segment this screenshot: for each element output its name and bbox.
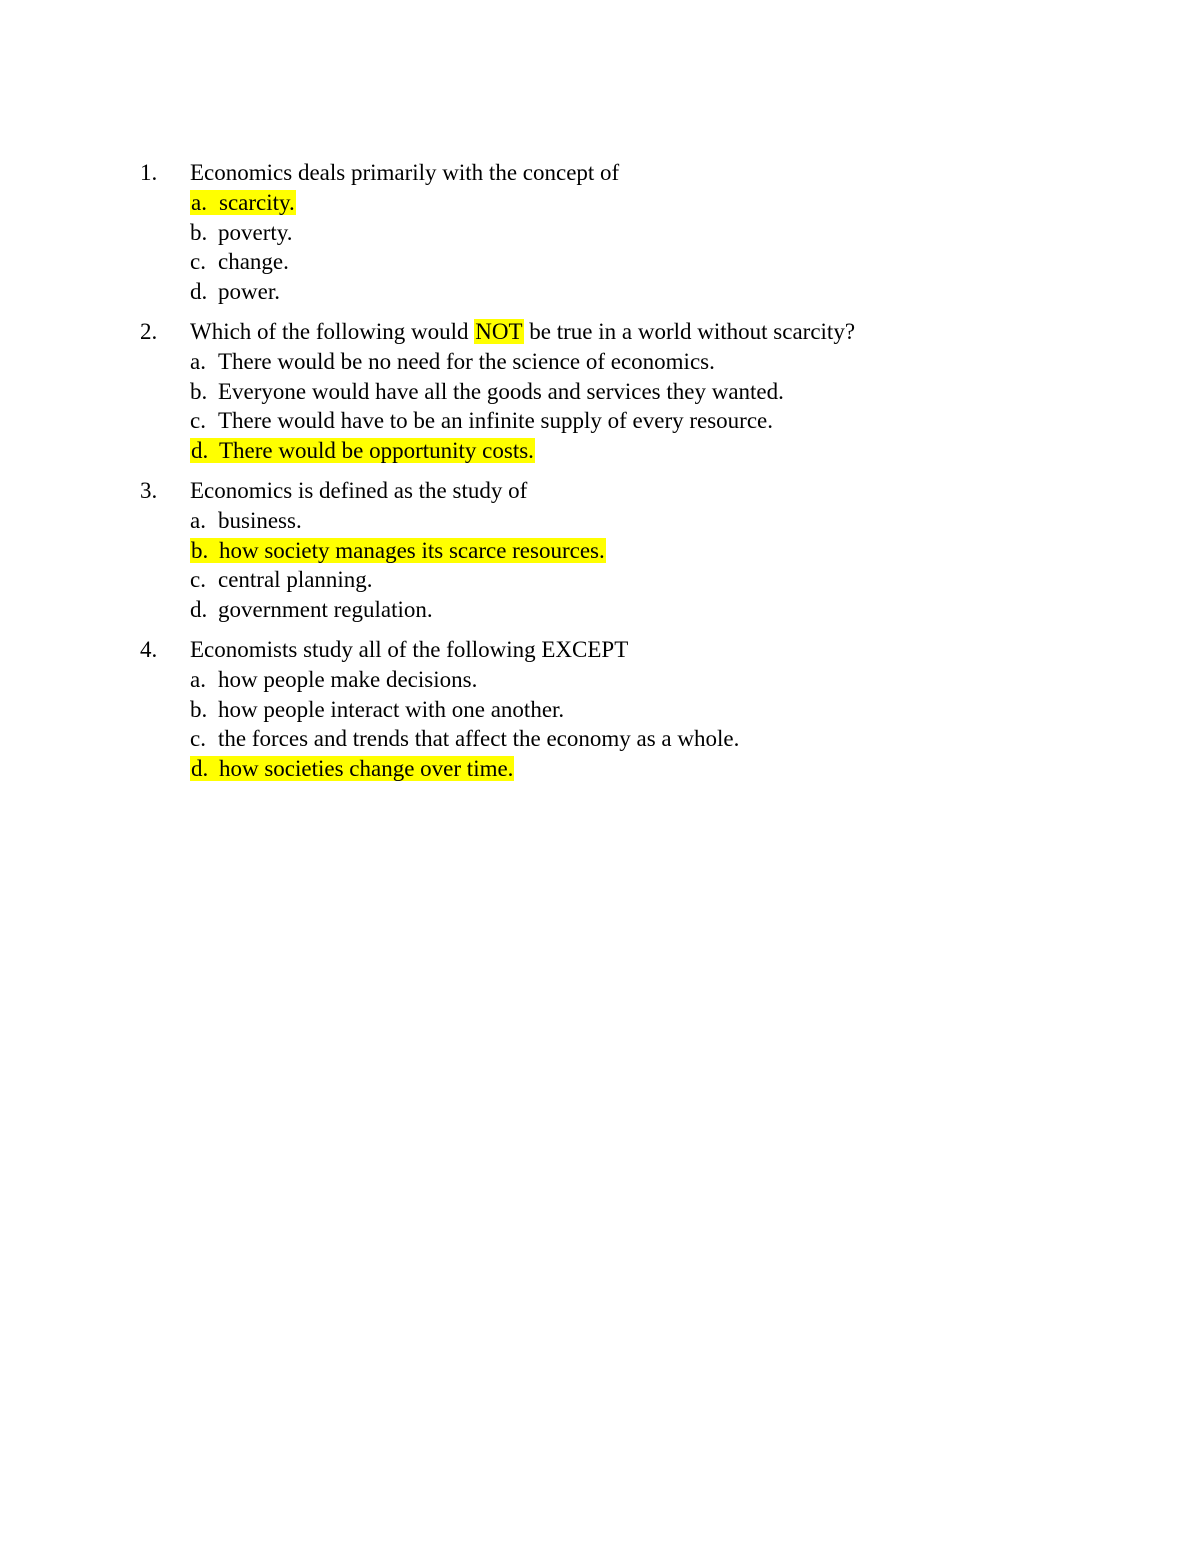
option-c: c. central planning. [190, 567, 373, 592]
question-stem: Economics is defined as the study of [190, 478, 528, 503]
option-d: d. power. [190, 278, 280, 304]
question-1 [140, 158, 1100, 306]
option-a: a. how people make decisions. [190, 667, 478, 692]
option-d: d. how societies change over time. [191, 755, 514, 781]
option-a: a. business. [190, 508, 302, 533]
document-page [140, 158, 1100, 794]
question-stem: Economics deals primarily with the concept of [190, 160, 620, 185]
option-a: a. scarcity. [191, 190, 295, 215]
highlighted-word: NOT [475, 319, 523, 344]
option-b: b. poverty. [190, 219, 293, 245]
question-stem: Which of the following would NOT be true in a world without scarcity? [190, 319, 856, 344]
question-number: 1. [140, 160, 158, 185]
option-a: a. There would be no need for the science of economics. [190, 349, 715, 374]
option-b: b. how people interact with one another. [190, 696, 565, 722]
question-number: 2. [140, 319, 158, 344]
question-2 [140, 317, 1100, 465]
option-b: b. how society manages its scarce resources. [191, 537, 605, 563]
option-d: d. There would be opportunity costs. [191, 437, 534, 463]
option-c: c. the forces and trends that affect the economy as a whole. [190, 726, 740, 751]
option-c: c. change. [190, 249, 289, 274]
option-d: d. government regulation. [190, 596, 433, 622]
question-4 [140, 635, 1100, 783]
option-b: b. Everyone would have all the goods and services they wanted. [190, 378, 784, 404]
question-number: 3. [140, 478, 158, 503]
option-c: c. There would have to be an infinite supply of every resource. [190, 408, 773, 433]
question-3 [140, 476, 1100, 624]
question-number: 4. [140, 637, 158, 662]
question-stem: Economists study all of the following EXCEPT [190, 637, 629, 662]
